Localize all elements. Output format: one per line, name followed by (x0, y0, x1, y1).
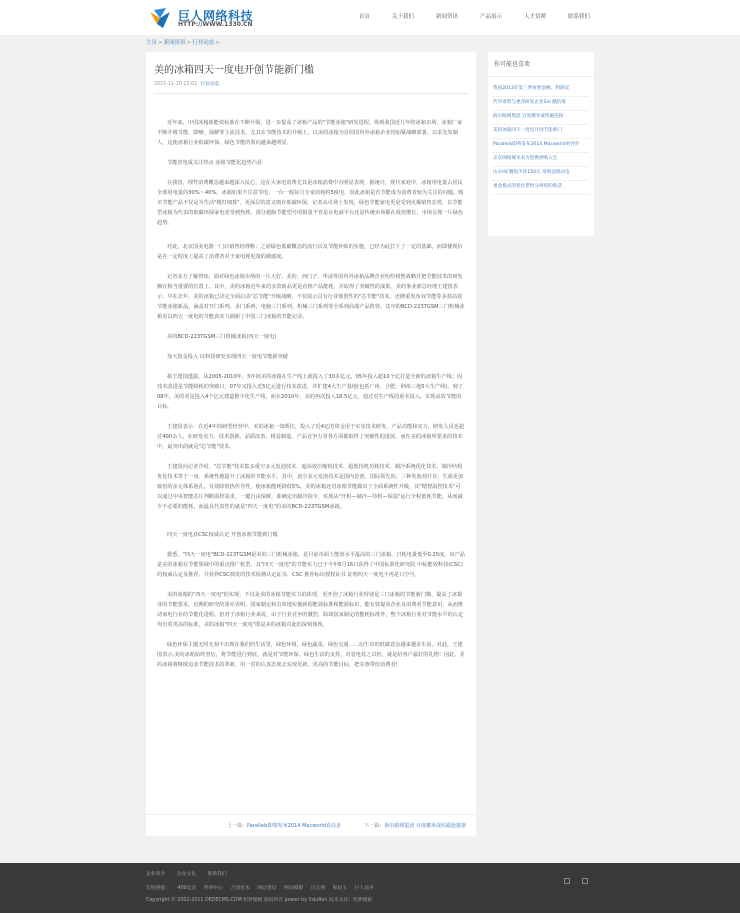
breadcrumb-separator: > (186, 40, 192, 46)
footer-link-intro[interactable]: 企业简介 (146, 872, 166, 877)
related-item[interactable]: Parallels即将发布2014 Macworld看亮步 (493, 139, 589, 153)
logo-url: HTTP://WWW.1330.CN (178, 21, 253, 28)
footer-link-culture[interactable]: 企业文化 (176, 872, 196, 877)
sidebar-title: 你可能也喜欢 (488, 52, 594, 77)
related-item[interactable]: 重金模式的变化带给分辨用的新活 (493, 181, 589, 195)
article-subheading: 加大资金投入 以科技研发实现四天一度电节能新突破 (167, 354, 288, 360)
breadcrumb-news[interactable]: 新闻资讯 (163, 40, 186, 46)
friend-link[interactable]: 合同范本 (230, 886, 250, 891)
friend-link[interactable]: 400电话 (177, 886, 197, 891)
friend-links (146, 884, 380, 891)
article (146, 52, 476, 836)
breadcrumb-home[interactable]: 主页 (146, 40, 158, 46)
qr-code-icon[interactable] (564, 878, 570, 884)
article-paragraph: 近年来，中国冰箱新能效标准在不断升级，进一步提高了冰箱产品的"节能冰箱"研发进程。纵观我国近几年的冰箱市场，冰箱厂家不断升级节能、降噪、保鲜等主流技术，尤其在节能技术的升级上，以美的冰箱为首的国内外冰箱企业均加紧战略部署，以求先发制人，这使冰箱行业低碳环保、绿色节能的领向越来越明显。 (157, 120, 463, 146)
nav-products[interactable]: 产品展示 (479, 14, 502, 20)
breadcrumb (146, 38, 221, 46)
site-footer (0, 863, 740, 913)
article-date: 2015-11-10 22:02 (154, 82, 198, 87)
article-pagination (146, 814, 476, 836)
article-paragraph: 美的冰箱的"四天一度电"的实现，不仅是美的冰箱节能实力的体现，更开创了冰箱行业特别是三门冰箱的节能新门槛，提高了冰箱业的节能要求。近期的研究结果亦表明，国家制定和有效地实施新的能效标准和能源标识，能有效提高企业及消费者节能意识，从而推动家电行业的节能化进程。但对于冰箱行业来说，由于行业竞争的激烈，除却国家制定的能耗标准外，整个冰箱行业对节能水平的认定均有着更高的标准，美的冰箱"四天一度电"即是美的冰箱对此的深刻体现。 (157, 592, 464, 628)
related-item[interactable]: 美的冰箱四天一度电开创节能新门 (493, 125, 589, 139)
article-body (154, 118, 468, 670)
nav-news[interactable]: 新闻资讯 (435, 14, 458, 20)
breadcrumb-separator: > (158, 40, 163, 46)
prev-article-link[interactable]: Parallels即将发布2014 Macworld看亮步 (246, 823, 341, 829)
friend-link[interactable]: 呼叫中心 (203, 886, 224, 891)
breadcrumb-category[interactable]: 行业动态 (192, 40, 215, 46)
friend-link[interactable]: 巨人法务 (354, 886, 374, 891)
footer-links (146, 870, 237, 877)
friend-link[interactable]: 网站建设 (257, 886, 277, 891)
site-logo[interactable] (148, 6, 268, 30)
article-paragraph: 据王建国透露，从2005-2010年，5年间美的冰箱在生产线上就投入了30多亿元。05年投入超10个亿打造全新的冰箱生产线；因技术改进是节能降耗的突破口，07年又投入近5亿元进行技术改进，并扩建4大生产基地(包括广州、合肥、荆州三地5大生产线)，到了08年，美的更是投入4个亿元建造数字化生产线，而在2010年，美的再次投入18.5亿元，通过对生产线的重本投入，实现高效节能的目标。 (157, 374, 463, 410)
related-item[interactable]: 我国2013年第三季度智金额、利润双 (493, 83, 589, 97)
nav-about[interactable]: 关于我们 (391, 14, 414, 20)
related-item[interactable]: 传华翠督与惠普研发企业Sin 翻倍境 (493, 97, 589, 111)
friend-link[interactable]: 和田玉 (332, 886, 348, 891)
footer-link-contact[interactable]: 联系我们 (207, 872, 227, 877)
related-item[interactable]: 海尔路网集团 百度哪米或给霸连接 (493, 111, 589, 125)
friend-links-label: 友情链接： (146, 886, 170, 891)
next-label: 下一篇： (364, 823, 385, 829)
next-article (364, 822, 466, 829)
site-header (0, 0, 740, 35)
copyright: Copyright © 2002-2011 DEDECMS.COM 织梦模板 版权所有 power by YzjuRen 技术支持：织梦模板 (146, 898, 373, 903)
related-list (488, 77, 594, 195)
next-article-link[interactable]: 海尔路网集团 百度哪米或给霸连接器 (384, 823, 466, 829)
footer-icons (552, 878, 588, 884)
nav-home[interactable]: 首页 (358, 14, 370, 20)
prev-article (227, 822, 341, 829)
article-category-link[interactable]: 行业动态 (200, 82, 220, 87)
logo-title: 巨人网络科技 (178, 9, 254, 23)
article-paragraph: 绿色环保主题无时无刻不出现在我们的生活里，绿色环境，绿色蔬菜，绿色交通……衍生出的低碳意念越来越多生活。对此，王建国表示,美的冰箱始终坚信，将节能进行到底，就是对节能环保。绿色生活的支持，对省电持之以恒，就是给客户最好的礼物！因此，美的冰箱将继续追求节能技术的革新，用一贯的认真态度去实现更新、更高的节能目标，把实惠带给消费者! (157, 642, 465, 668)
article-subheading: 节能省电成关注热点 冰箱节能化趋势凸显 (167, 160, 263, 166)
logo-icon (148, 6, 172, 30)
article-paragraph: 在我国，理性消费概念越来越深入民心，这在大家电消费尤其是冰箱消费中有明显表现。据统计，现代家庭中，冰箱用电量占居民全部用电量的30%～40%。冰箱如果不注意节电，一台一般每月全家消耗约5度电，因此冰箱是否节能成为消费者较为关注的问题。购买节能产品不仅是为生活"精打细算"，更深层的意义则在低碳环保。记者从市场上发现，绿色节能家电更是受到火爆销售态势，以节能型冰箱为代表的低碳环保家电更受到热捧，部分超级节能型号的销量不管是在电商平台还是传统卖场都在成倍增长，市场呈现一片绿色趋势。 (157, 180, 464, 226)
article-title: 美的冰箱四天一度电开创节能新门槛 (154, 65, 314, 76)
prev-label: 上一篇： (226, 823, 247, 829)
qr-code-icon[interactable] (582, 878, 588, 884)
article-paragraph: 王建国向记者介绍，"芯节能"技术集多重空多元发泡技术、超高效压缩机技术、超低待机功耗技术、制冷系统优化技术、制冷结构优化技术等于一身，系统性地提升了冰箱的节能水平。其中，真空多元发泡技术是国内首创、国际领先的。三种发泡剂并存，生成更加致密的多元体系泡孔，有效降低热传导性，使冰箱能耗降低5%。美的冰箱还对冰箱节能做出了全面系统性升级，其"精智温控技术"可以通过中央智能芯片判断温控需求，一键自由保鲜，准确定出制冷指令，实现从"开机—制冷—待机—保温"运行全程低耗节能，从而减少不必要的能耗。而最具代表性的就是"四天一度电"的美的BCD-223TGSM冰箱。 (157, 464, 464, 510)
article-paragraph: 对此，北京国美电器一门店销售经理称：之前绿色低碳概念的流行以及节能补贴的实施，已经为此打下了一定的基础，而即便现价是在一定程度上提高了消费者对于家电耗电量的敏感度。 (157, 244, 463, 260)
title-divider (154, 93, 468, 94)
article-paragraph: 王建国表示：在近4年的研型经营中，美的冰箱一如既往，投入了近4亿的资金用于实实技术研发、产品功能和实力，研发人员也超过400余人，在研发实力、技术创新、品质改善、精益制造、产品竞争力等各方面都取得了突破性的进展，而在美的冰箱所要求的技术中，最突出的就是"芯节能"技术。 (157, 424, 465, 450)
article-meta (154, 80, 468, 87)
friend-link[interactable]: 日元网 (310, 886, 326, 891)
friend-link[interactable]: 网站模板 (284, 886, 304, 891)
related-item[interactable]: 京东网络城来来为您携供购入生 (493, 153, 589, 167)
main-nav (359, 12, 590, 20)
article-subheading: 四天一度电获CSC权威认定 开创冰箱节能新门槛 (167, 532, 278, 538)
related-sidebar (488, 52, 594, 236)
article-image-caption: 美的BCD-223TGSM三门机械冰箱(四天一度电) (167, 334, 277, 340)
related-item[interactable]: 山水HC餐短手环150元 采购送移动电 (493, 167, 589, 181)
article-paragraph: 记者多方了解得知，面对绿色冰箱市场的一片大好，美的、西门子、华凌等国内外冰箱品牌企业纷纷将整战略并把节能技术的研发搁在相当重要的位置上。其中，美的冰箱近年来的多款新品更是直推产品能耗，并取得了突破性的成果。美的事业部总经理王建国表示，早在去年，美的冰箱已决定全面启动"芯节能"升级战略，不仅展示具有行业独创性的"芯节能"技术，还隆重发布双节能等多款高效节能冰箱新品，涵盖对开门系列、多门系列、电脑三门系列、机械三门系列等全系列高端产品阵营。其中的BCD-223TGSM三门机械冰箱更以四天一度电的节能真实力刷新了中国三门冰箱的节能记录。 (157, 274, 465, 320)
nav-jobs[interactable]: 人才招聘 (523, 14, 546, 20)
breadcrumb-separator: > (215, 40, 220, 46)
nav-contact[interactable]: 联系我们 (567, 14, 590, 20)
article-paragraph: 据悉，"四天一度电"BCD-223TGSM是美的三门机械冰箱，是目前市面上能效水平最高的三门冰箱，日耗电量低至0.25度。该产品是美的冰箱在节能领域中的重点推广机型，其"四天一度电"的节能实力已于今年6月16日获得了中国标准化研究院 中标能效科技(CSC)的权威认定及推荐，并获得CSC颁发的技术检测认定证书。CSC 推荐标识授权证书 证明四天一度电不再是口空号。 (157, 552, 465, 578)
